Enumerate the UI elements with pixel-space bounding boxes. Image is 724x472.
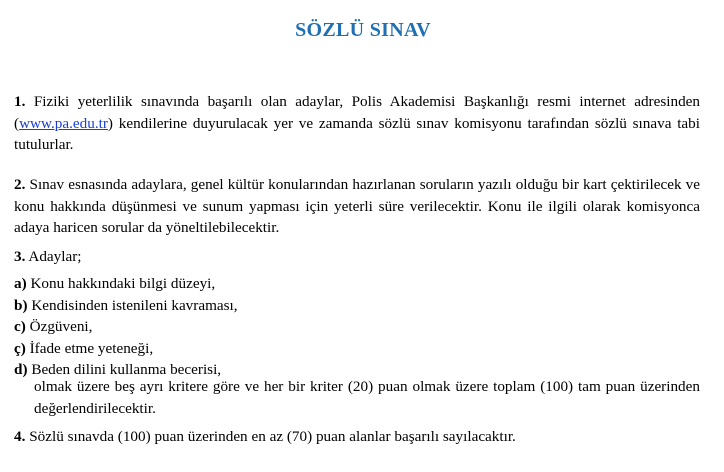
- paragraph-1: [14, 91, 700, 156]
- website-link[interactable]: www.pa.edu.tr: [19, 114, 108, 132]
- criteria-text: Özgüveni,: [29, 318, 93, 335]
- criteria-text: İfade etme yeteneği,: [29, 339, 154, 357]
- paragraph-2-number: 2.: [14, 176, 26, 193]
- criteria-item: [14, 316, 700, 338]
- criteria-text: Kendisinden istenileni kavraması,: [31, 296, 238, 314]
- paragraph-1-number: 1.: [14, 93, 26, 110]
- criteria-list: [14, 273, 700, 381]
- paragraph-4: [14, 426, 700, 448]
- criteria-letter: b): [14, 296, 28, 314]
- criteria-item: [14, 273, 700, 295]
- criteria-letter: ç): [14, 339, 26, 357]
- criteria-item: [14, 295, 700, 317]
- criteria-text: Konu hakkındaki bilgi düzeyi,: [30, 275, 216, 292]
- criteria-letter: d): [14, 361, 28, 378]
- paragraph-1-text-a: Fiziki yeterlilik sınavında başarılı olan adaylar, Polis Akademisi Başkanlığı resmi internet adresinden (: [14, 93, 700, 132]
- page-title: SÖZLÜ SINAV: [295, 19, 431, 41]
- criteria-letter: c): [14, 318, 26, 335]
- paragraph-4-text: Sözlü sınavda (100) puan üzerinden en az (70) puan alanlar başarılı sayılacaktır.: [29, 428, 516, 445]
- paragraph-3: [14, 246, 700, 268]
- paragraph-4-number: 4.: [14, 428, 26, 445]
- paragraph-1-text-b: ) kendilerine duyurulacak yer ve zamanda sözlü sınav komisyonu tarafından sözlü sınava tabi tutulurlar.: [14, 114, 700, 153]
- paragraph-2: [14, 174, 700, 239]
- criteria-summary: olmak üzere beş ayrı kritere göre ve her bir kriter (20) puan olmak üzere toplam (100) tam puan üzerinden değerlendirilecektir.: [34, 378, 700, 417]
- paragraph-3-text: Adaylar;: [28, 248, 82, 265]
- paragraph-2-text: Sınav esnasında adaylara, genel kültür konularından hazırlanan soruların yazılı olduğu bir kart çektirilecek ve konu hakkında düşünmesi ve sunum yapması için yeterli süre verilecektir. Konu ile ilgili olarak komisyonca adaya haricen sorular da yöneltilebilecektir.: [14, 176, 701, 236]
- criteria-letter: a): [14, 275, 27, 292]
- criteria-item: [14, 338, 700, 360]
- criteria-text: Beden dilini kullanma becerisi,: [31, 361, 222, 378]
- paragraph-3-number: 3.: [14, 248, 26, 265]
